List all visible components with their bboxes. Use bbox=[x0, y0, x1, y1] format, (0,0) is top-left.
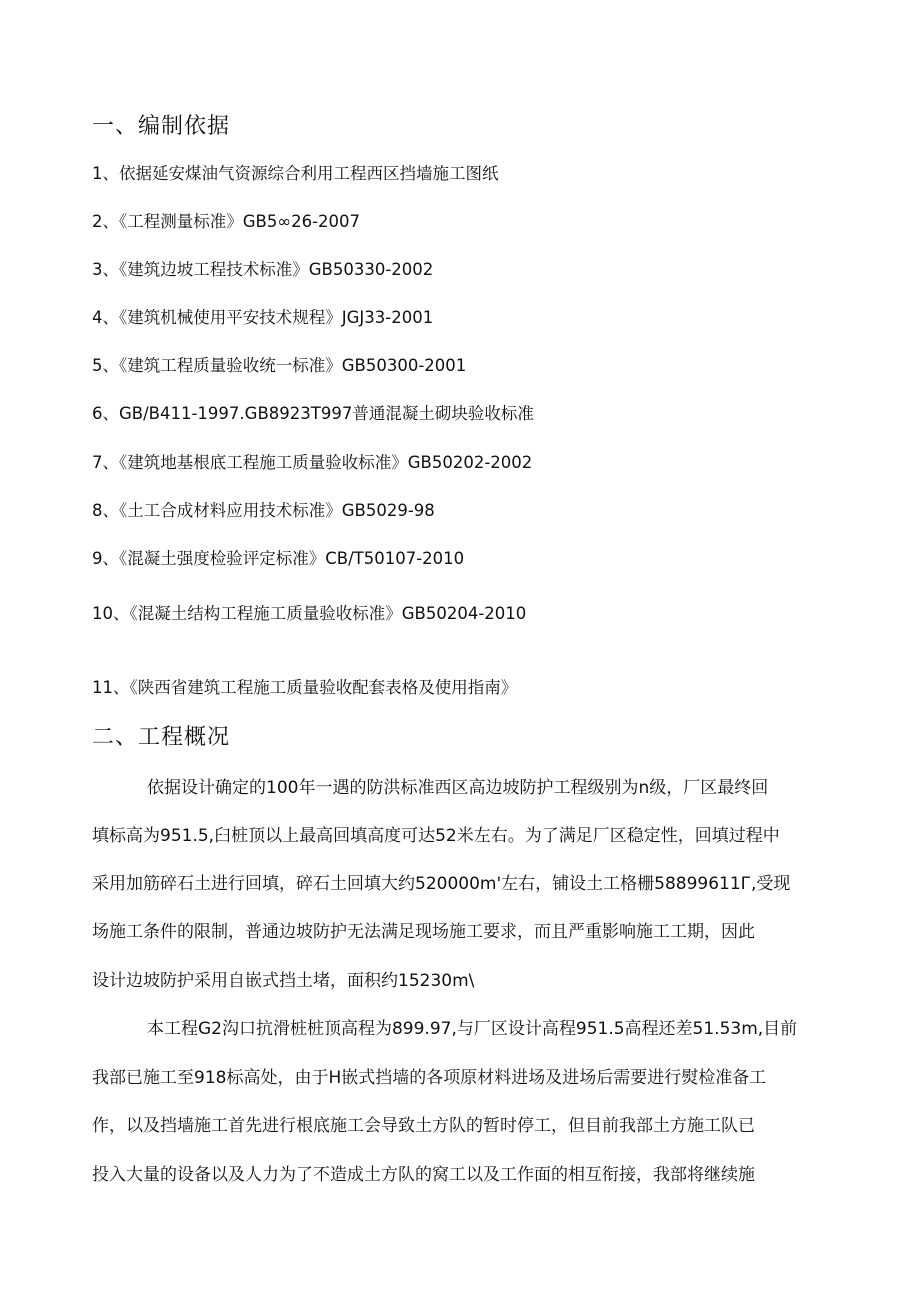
section-heading-overview: 二、工程概况 bbox=[92, 725, 231, 750]
overview-paragraph-1-line-3: 采用加筋碎石土进行回填，碎石土回填大约520000m'左右，铺设土工格栅58899611Г,受现 bbox=[92, 874, 791, 894]
overview-paragraph-1-line-5: 设计边坡防护采用自嵌式挡土堵，面积约15230m\ bbox=[92, 971, 475, 991]
reference-item-11: 11、《陕西省建筑工程施工质量验收配套表格及使用指南》 bbox=[92, 678, 518, 697]
reference-item-4: 4、《建筑机械使用平安技术规程》JGJ33-2001 bbox=[92, 308, 434, 327]
reference-item-3: 3、《建筑边坡工程技术标准》GB50330-2002 bbox=[92, 260, 434, 279]
reference-item-1: 1、依据延安煤油气资源综合利用工程西区挡墙施工图纸 bbox=[92, 164, 499, 183]
overview-paragraph-1-line-2: 填标高为951.5,臼桩顶以上最高回填高度可达52米左右。为了满足厂区稳定性，回填过程中 bbox=[92, 826, 780, 846]
reference-item-7: 7、《建筑地基根底工程施工质量验收标准》GB50202-2002 bbox=[92, 453, 533, 472]
overview-paragraph-2-line-1: 本工程G2沟口抗滑桩桩顶高程为899.97,与厂区设计高程951.5高程还差51.53m,目前 bbox=[147, 1019, 798, 1039]
reference-item-9: 9、《混凝土强度检验评定标准》CB/T50107-2010 bbox=[92, 549, 465, 568]
reference-item-10: 10、《混凝土结构工程施工质量验收标准》GB50204-2010 bbox=[92, 604, 527, 623]
overview-paragraph-2-line-3: 作，以及挡墙施工首先进行根底施工会导致土方队的暂时停工，但目前我部土方施工队已 bbox=[92, 1116, 755, 1136]
overview-paragraph-2-line-2: 我部已施工至918标高处，由于H嵌式挡墙的各项原材料进场及进场后需要进行熨检准备工 bbox=[92, 1068, 767, 1088]
reference-item-6: 6、GB/B411-1997.GB8923T997普通混凝土砌块验收标准 bbox=[92, 404, 534, 423]
reference-item-8: 8、《土工合成材料应用技术标准》GB5029-98 bbox=[92, 501, 435, 520]
overview-paragraph-1-line-4: 场施工条件的限制，普通边坡防护无法满足现场施工要求，而且严重影响施工工期，因此 bbox=[92, 922, 755, 942]
overview-paragraph-2-line-4: 投入大量的设备以及人力为了不造成土方队的窝工以及工作面的相互衔接，我部将继续施 bbox=[92, 1165, 755, 1185]
reference-item-2: 2、《工程测量标准》GB5∞26-2007 bbox=[92, 212, 361, 231]
overview-paragraph-1-line-1: 依据设计确定的100年一遇的防洪标准西区高边坡防护工程级别为n级，厂区最终回 bbox=[147, 778, 769, 798]
section-heading-basis: 一、编制依据 bbox=[92, 114, 231, 139]
reference-item-5: 5、《建筑工程质量验收统一标准》GB50300-2001 bbox=[92, 356, 467, 375]
